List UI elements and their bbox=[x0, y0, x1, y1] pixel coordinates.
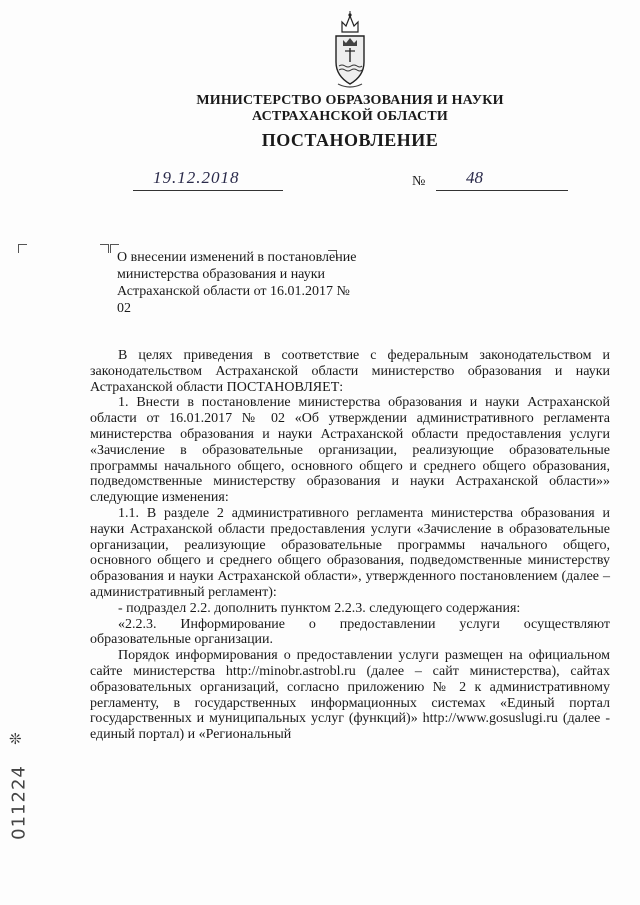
handwritten-number: 48 bbox=[466, 168, 483, 187]
ministry-name bbox=[150, 93, 550, 125]
date-field bbox=[133, 168, 283, 191]
paragraph-2-2-3: «2.2.3. Информирование о предоставлении услуги осуществляют образовательные организации. bbox=[90, 616, 610, 648]
document-body bbox=[90, 348, 610, 743]
subject-corner-left-mark bbox=[100, 244, 109, 253]
number-label: № bbox=[412, 174, 426, 189]
paragraph-preamble: В целях приведения в соответствие с федеральным законодательством и законодательством Астраханской области министерство образования и науки Астраханской области ПОСТАНОВЛЯЕТ: bbox=[90, 348, 610, 395]
serial-number: 011224 bbox=[8, 765, 30, 840]
paragraph-subsection: - подраздел 2.2. дополнить пунктом 2.2.3. следующего содержания: bbox=[118, 600, 521, 616]
document-type-title: ПОСТАНОВЛЕНИЕ bbox=[261, 130, 439, 150]
number-field bbox=[436, 168, 568, 191]
asterisk-flower-icon: ❊ bbox=[9, 732, 22, 748]
document-subject: О внесении изменений в постановление министерства образования и науки Астраханской области от 16.01.2017 № 02 bbox=[117, 250, 357, 316]
paragraph-item-1: 1. Внести в постановление министерства образования и науки Астраханской области от 16.01.2017 № 02 «Об утверждении административного регламента министерства образования и науки Астраханской области предоставления услуги «Зачисление в образовательные организации, реализующие образовательные программы начального общего, основного общего и среднего общего образования, подведомственные министерству образования и науки Астраханской области»» следующие изменения: bbox=[90, 395, 610, 506]
ministry-line-2: АСТРАХАНСКОЙ ОБЛАСТИ bbox=[251, 109, 448, 124]
ministry-line-1: МИНИСТЕРСТВО ОБРАЗОВАНИЯ И НАУКИ bbox=[196, 93, 504, 108]
paragraph-information-order: Порядок информирования о предоставлении услуги размещен на официальном сайте министерства http://minobr.astrobl.ru (далее – сайт министерства), сайтах образовательных организаций, согласно приложению № 2 к административному регламенту, в государственных информационных системах «Единый портал государственных и муниципальных услуг (функций)» http://www.gosuslugi.ru (далее - единый портал) и «Региональный bbox=[90, 648, 610, 743]
side-margin-stamp bbox=[2, 730, 32, 850]
astrakhan-coat-of-arms-icon bbox=[328, 10, 372, 90]
paragraph-item-1-1: 1.1. В разделе 2 административного регламента министерства образования и науки Астраханской области предоставления услуги «Зачисление в образовательные организации, реализующие образовательные программы начального общего, основного общего и среднего общего образования, подведомственные министерству образования и науки Астраханской области», утвержденного постановлением (далее – административный регламент): bbox=[90, 505, 610, 600]
margin-corner-mark bbox=[18, 244, 27, 253]
handwritten-date: 19.12.2018 bbox=[153, 168, 240, 187]
